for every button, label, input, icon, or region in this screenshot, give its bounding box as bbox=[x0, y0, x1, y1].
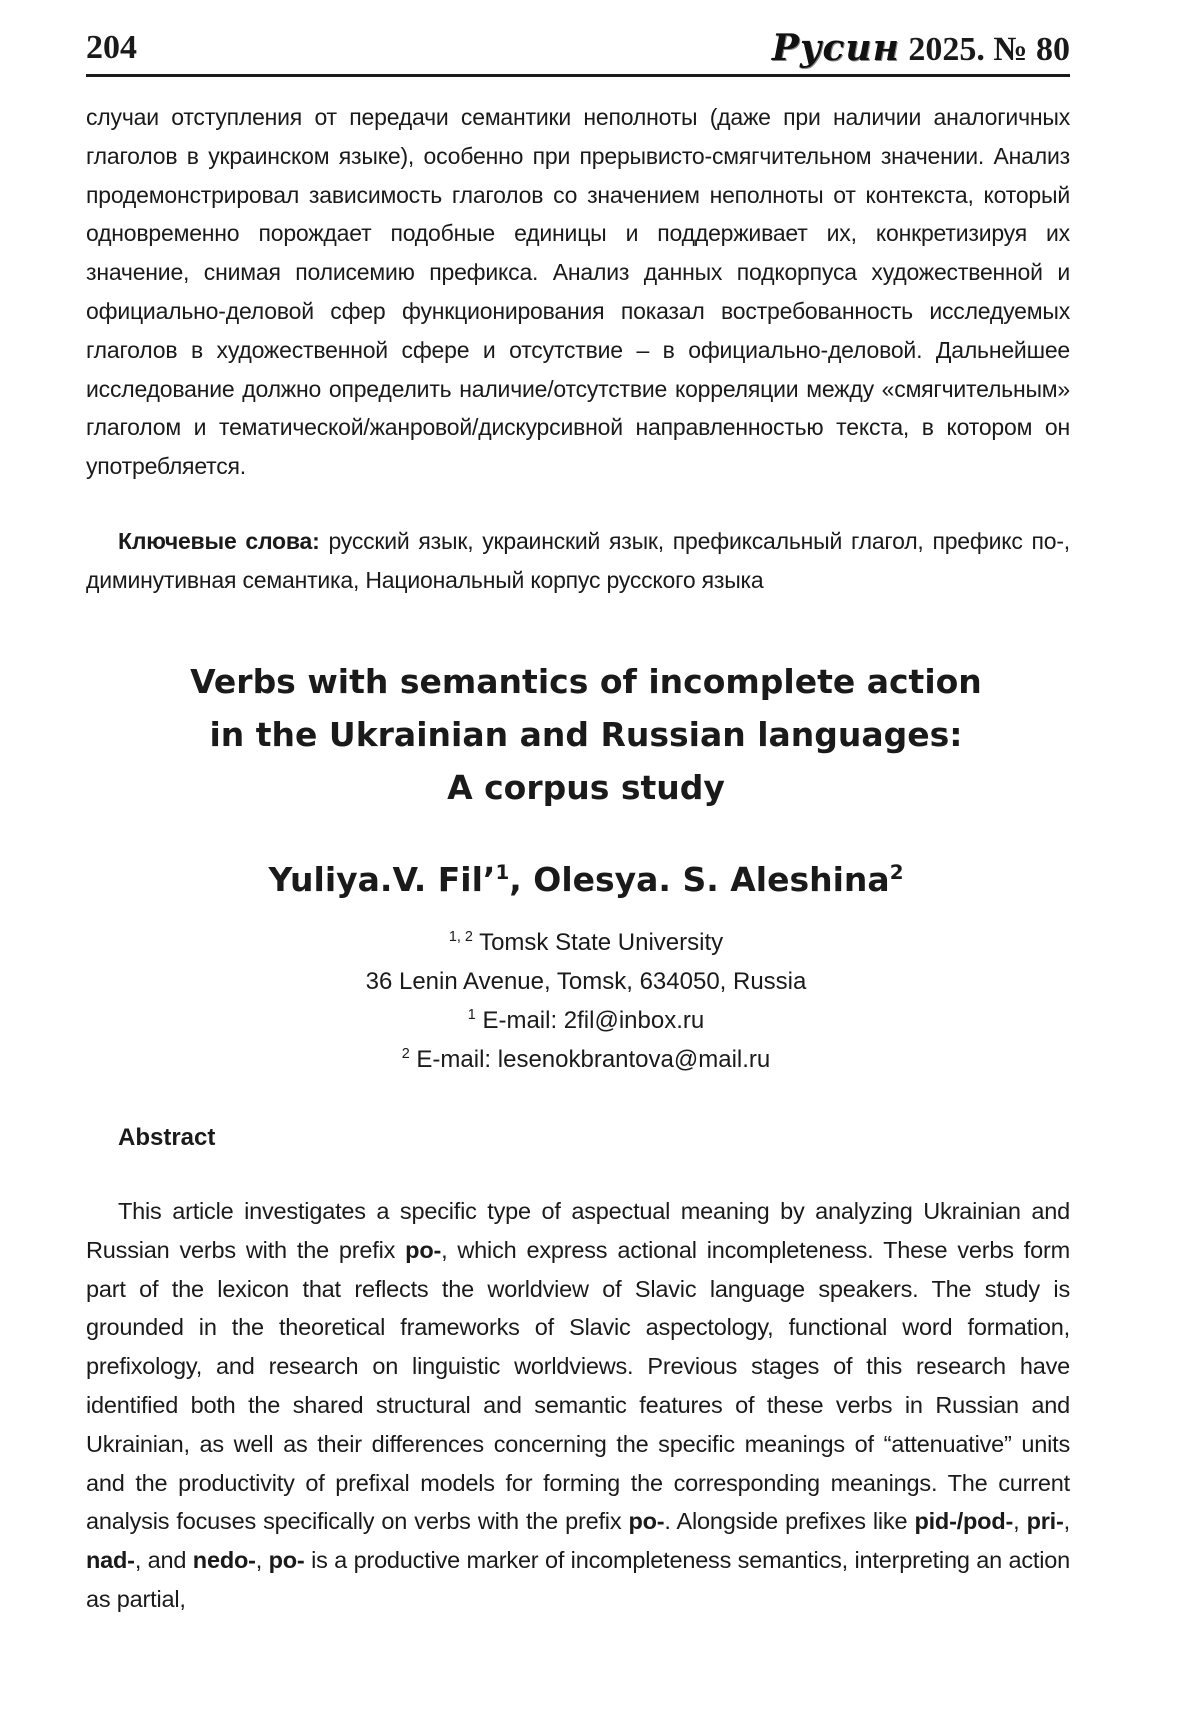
author-2: Olesya. S. Aleshina bbox=[533, 860, 890, 899]
article-title-english bbox=[86, 655, 1086, 814]
abstract-separator-3: , bbox=[255, 1547, 269, 1574]
email-2-mark: 2 bbox=[401, 1046, 410, 1062]
author-1-email bbox=[86, 1001, 1086, 1040]
abstract-text-4: , and bbox=[134, 1547, 193, 1574]
prefix-po-3: po- bbox=[268, 1547, 305, 1574]
prefix-nad: nad- bbox=[86, 1547, 135, 1574]
prefix-po-2: po- bbox=[628, 1508, 665, 1535]
page-header bbox=[86, 28, 1070, 80]
abstract-text-3: . Alongside prefixes like bbox=[664, 1508, 915, 1535]
title-line-3: A corpus study bbox=[447, 768, 725, 807]
authors-line bbox=[86, 858, 1086, 902]
author-separator: , bbox=[509, 860, 534, 899]
abstract-text-2: , which express actional incompleteness. These verbs form part of the lexicon that reflects the worldview of Slavic language speakers. The study is grounded in the theoretical frameworks of Slavic aspectology, functional word formation, prefixology, and research on linguistic worldviews. Previous stages of this research have identified both the shared structural and semantic features of these verbs in Russian and Ukrainian, as well as their differences concerning the specific meanings of “attenuative” units and the productivity of prefixal models for forming the corresponding meanings. The current analysis focuses specifically on verbs with the prefix bbox=[86, 1236, 1070, 1535]
abstract-separator-2: , bbox=[1063, 1508, 1070, 1535]
title-line-2: in the Ukrainian and Russian languages: bbox=[209, 715, 963, 754]
author-1: Yuliya.V. Fil’ bbox=[268, 860, 496, 899]
prefix-pid-pod: pid-/pod- bbox=[914, 1508, 1014, 1535]
journal-reference bbox=[772, 28, 1070, 70]
keywords-paragraph bbox=[86, 522, 1070, 600]
author-2-affiliation-mark: 2 bbox=[889, 861, 904, 884]
header-rule bbox=[86, 74, 1070, 77]
author-1-affiliation-mark: 1 bbox=[495, 861, 510, 884]
email-1-text: E-mail: 2fil@inbox.ru bbox=[475, 1007, 705, 1034]
keywords-text: русский язык, украинский язык, префиксальный глагол, префикс по-, диминутивная семантика, Национальный корпус русского языка bbox=[86, 528, 1071, 593]
prefix-pri: pri- bbox=[1026, 1508, 1064, 1535]
keywords-label: Ключевые слова: bbox=[118, 528, 320, 554]
russian-abstract-continuation: случаи отступления от передачи семантики неполноты (даже при наличии аналогичных глаголов в украинском языке), особенно при прерывисто-смягчительном значении. Анализ продемонстрировал зависимость глаголов со значением неполноты от контекста, который одновременно порождает подобные единицы и поддерживает их, конкретизируя их значение, снимая полисемию префикса. Анализ данных подкорпуса художественной и официально-деловой сфер функционирования показал востребованность исследуемых глаголов в художественной сфере и отсутствие – в официально-деловой. Дальнейшее исследование должно определить наличие/отсутствие корреляции между «смягчительным» глаголом и тематической/жанровой/дискурсивной направленностью текста, в котором он употребляется. bbox=[86, 104, 1070, 480]
affiliation-university bbox=[86, 923, 1086, 962]
email-2-text: E-mail: lesenokbrantova@mail.ru bbox=[409, 1046, 771, 1073]
prefix-nedo: nedo- bbox=[192, 1547, 256, 1574]
author-2-email bbox=[86, 1040, 1086, 1079]
email-1-mark: 1 bbox=[467, 1007, 476, 1023]
abstract-heading: Abstract bbox=[118, 1124, 216, 1151]
abstract-separator-1: , bbox=[1013, 1508, 1027, 1535]
page-number: 204 bbox=[86, 29, 137, 66]
title-line-1: Verbs with semantics of incomplete action bbox=[190, 662, 982, 701]
journal-logo: Русин bbox=[771, 27, 900, 69]
university-name: Tomsk State University bbox=[472, 929, 724, 956]
abstract-text-1: This article investigates a specific type of aspectual meaning by analyzing Ukrainian and Russian verbs with the prefix bbox=[86, 1198, 1070, 1263]
affiliation-mark: 1, 2 bbox=[448, 929, 473, 945]
affiliation-address: 36 Lenin Avenue, Tomsk, 634050, Russia bbox=[365, 968, 807, 995]
abstract-paragraph bbox=[86, 1192, 1070, 1619]
prefix-po-1: po- bbox=[405, 1236, 442, 1263]
abstract-text-5: is a productive marker of incompleteness semantics, interpreting an action as partial, bbox=[86, 1547, 1070, 1612]
issue-number: 2025. № 80 bbox=[908, 31, 1070, 68]
